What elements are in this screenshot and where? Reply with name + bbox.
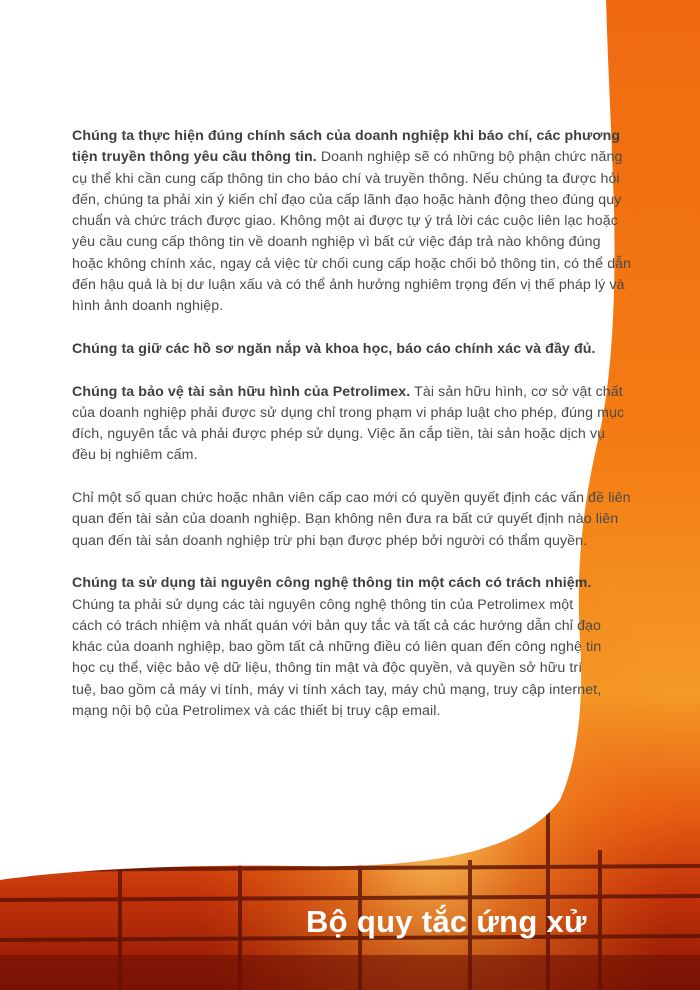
paragraph-heading: Chúng ta sử dụng tài nguyên công nghệ thông tin một cách có trách nhiệm.: [72, 575, 592, 592]
paragraph-text: Chúng ta phải sử dụng các tài nguyên công nghệ thông tin của Petrolimex một cách có trách nhiệm và nhất quán với bản quy tắc và tất cả các hướng dẫn chỉ đạo khác của doanh nghiệp, bao gồm tất cả những điều có liên quan đến công nghệ tin học cụ thể, việc bảo vệ dữ liệu, thông tin mật và độc quyền, và quyền sở hữu trí tuệ, bao gồm cả máy vi tính, máy vi tính xách tay, máy chủ mạng, truy cập internet, mạng nội bộ của Petrolimex và các thiết bị truy cập email.: [72, 596, 602, 720]
paragraph-text: Chỉ một số quan chức hoặc nhân viên cấp cao mới có quyền quyết định các vấn đề liên quan đến tài sản của doanh nghiệp. Bạn không nên đưa ra bất cứ quyết định nào liên quan đến tài sản doanh nghiệp trừ phi bạn được phép bởi người có thẩm quyền.: [72, 490, 631, 549]
document-title: Bộ quy tắc ứng xử: [306, 904, 587, 939]
paragraph-text: Tài sản hữu hình, cơ sở vật chất của doanh nghiệp phải được sử dụng chỉ trong phạm vi pháp luật cho phép, đúng mục đích, nguyên tắc và phải được phép sử dụng. Việc ăn cắp tiền, tài sản hoặc dịch vụ đều bị nghiêm cấm.: [72, 383, 625, 464]
paragraph-heading: Chúng ta thực hiện đúng chính sách của doanh nghiệp khi báo chí, các phương tiện truyền thông yêu cầu thông tin.: [72, 128, 621, 166]
paragraph-asset-decisions: [72, 488, 632, 552]
paragraph-heading: Chúng ta bảo vệ tài sản hữu hình của Petrolimex.: [72, 383, 411, 400]
paragraph-text: Doanh nghiệp sẽ có những bộ phận chức năng cụ thể khi cần cung cấp thông tin cho báo chí và truyền thông. Nếu chúng ta được hỏi đến, chúng ta phải xin ý kiến chỉ đạo của cấp lãnh đạo hoặc hành động theo đúng quy chuẩn và chức trách được giao. Không một ai được tự ý trả lời các cuộc liên lạc hoặc yêu cầu cung cấp thông tin về doanh nghiệp vì bất cứ việc đáp trả nào không đúng hoặc không chính xác, ngay cả việc từ chối cung cấp hoặc chối bỏ thông tin, có thể dẫn đến hậu quả là bị dư luận xấu và có thể ảnh hưởng nghiêm trọng đến vị thế pháp lý và hình ảnh doanh nghiệp.: [72, 149, 632, 315]
paragraph-it-resources: [72, 573, 602, 722]
paragraph-physical-assets: [72, 382, 632, 467]
document-body: [72, 126, 632, 744]
paragraph-media-policy: [72, 126, 632, 318]
paragraph-records: [72, 339, 632, 360]
paragraph-heading: Chúng ta giữ các hồ sơ ngăn nắp và khoa học, báo cáo chính xác và đầy đủ.: [72, 340, 596, 357]
